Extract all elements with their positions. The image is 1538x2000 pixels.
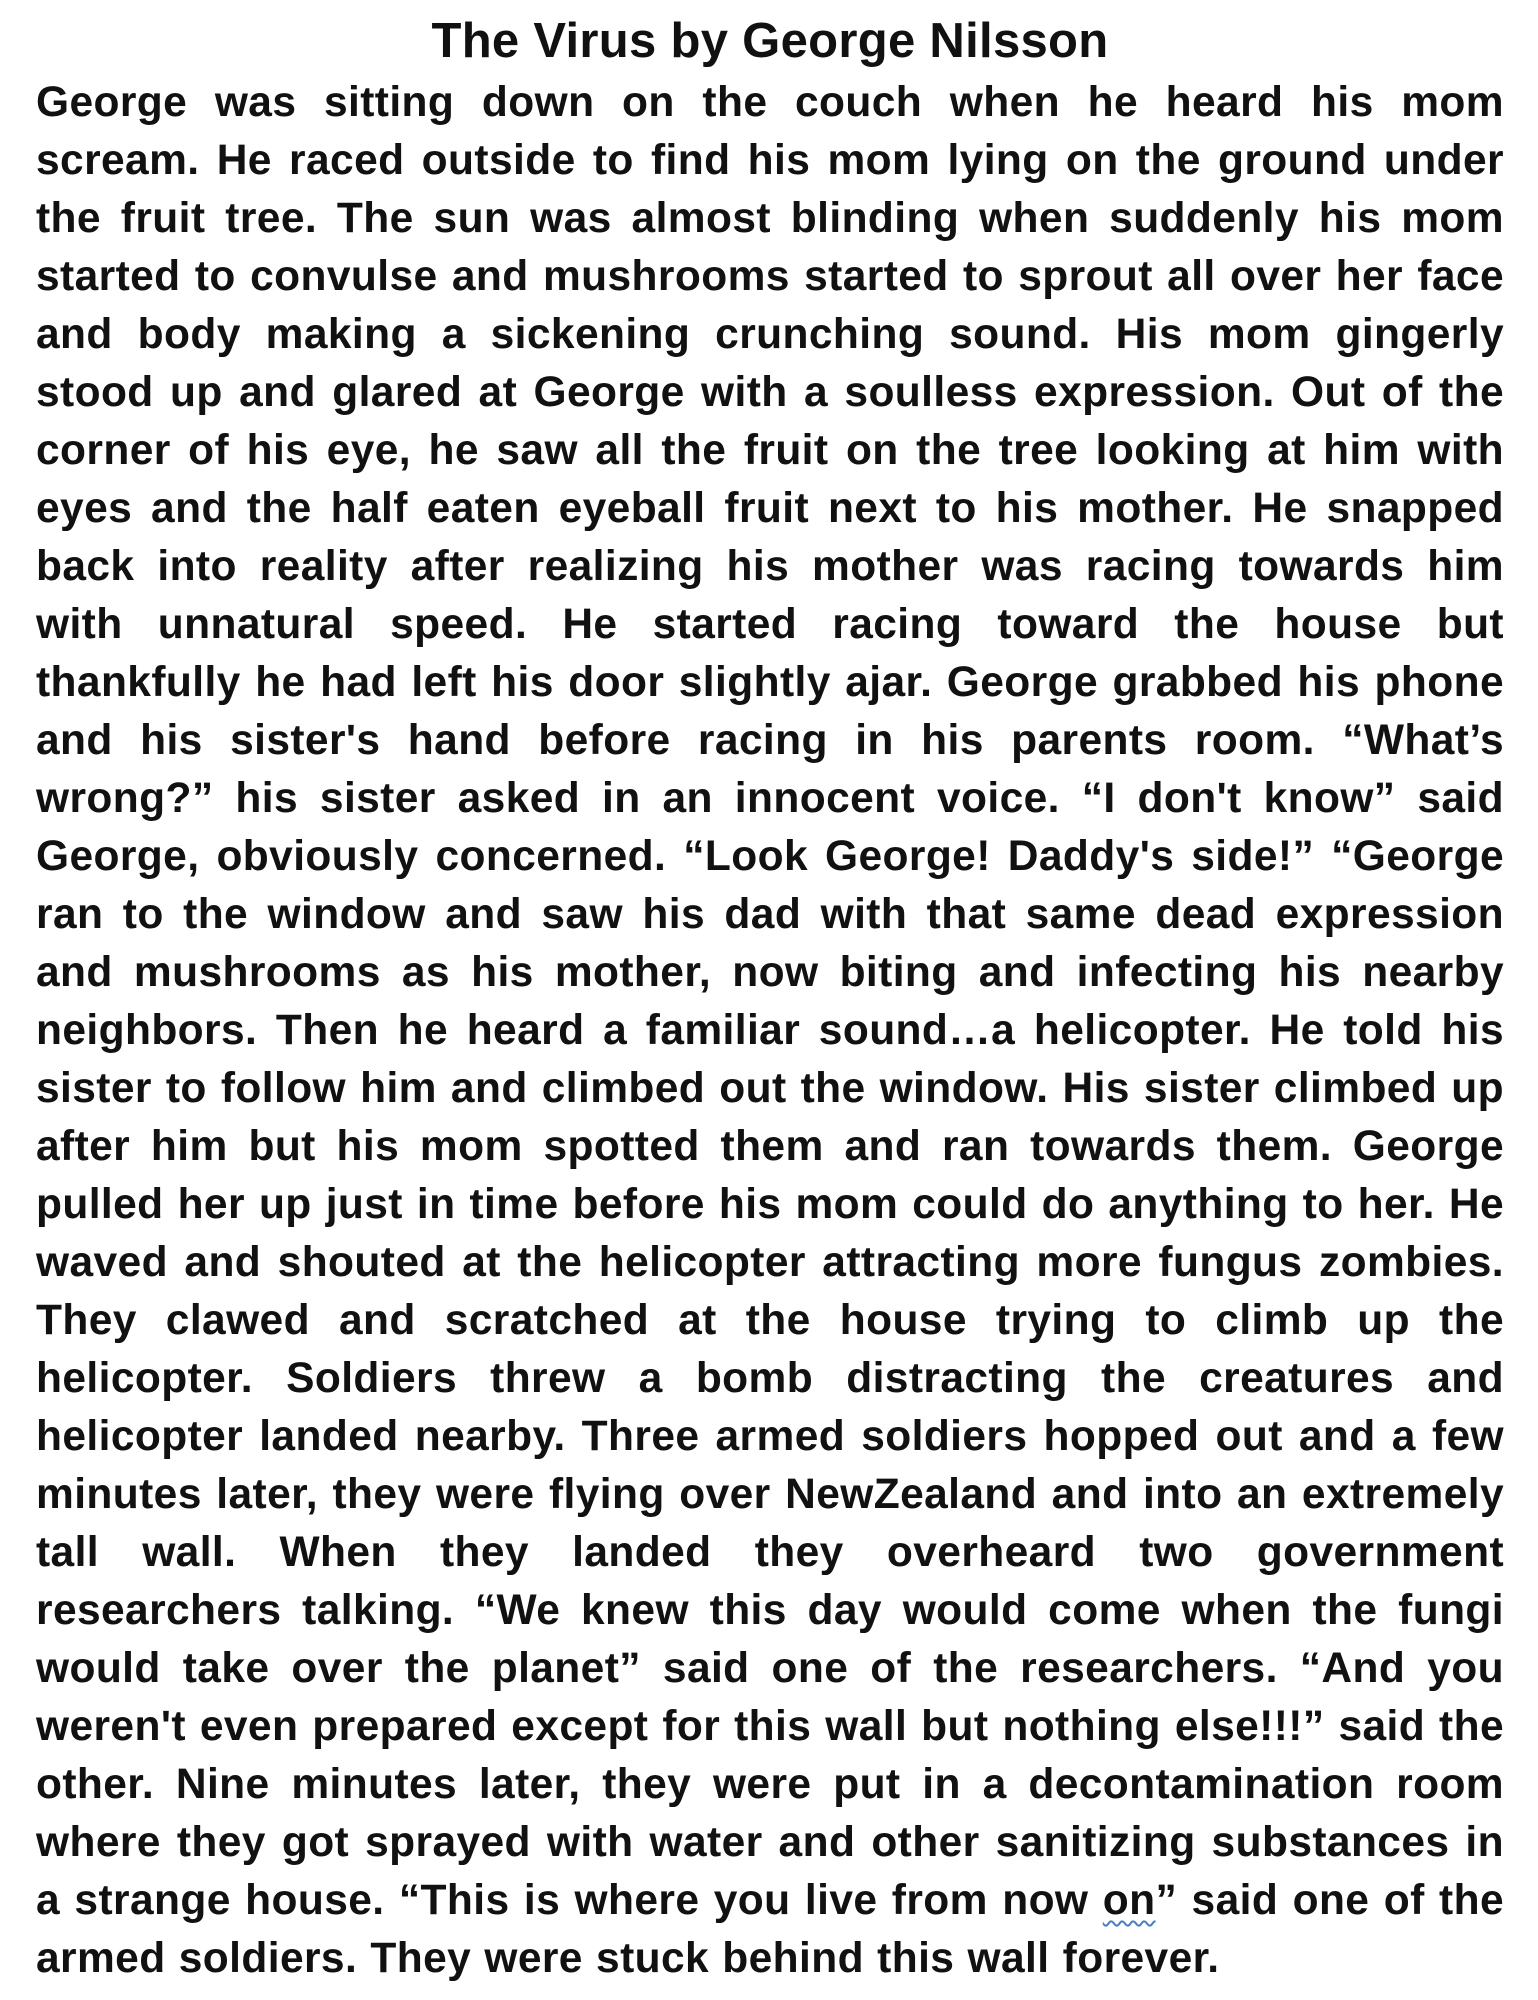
story-text-main: George was sitting down on the couch when he heard his mom scream. He raced outside to find his mom lying on the ground under the fruit tree. The sun was almost blinding when suddenly his mom started to convulse and mushrooms started to sprout all over her face and body making a sickening crunching sound. His mom gingerly stood up and glared at George with a soulless expression. Out of the corner of his eye, he saw all the fruit on the tree looking at him with eyes and the half eaten eyeball fruit next to his mother. He snapped back into reality after realizing his mother was racing towards him with unnatural speed. He started racing toward the house but thankfully he had left his door slightly ajar. George grabbed his phone and his sister's hand before racing in his parents room. “What’s wrong?” his sister asked in an innocent voice. “I don't know” said George, obviously concerned. “Look George! Daddy's side!” “George ran to the window and saw his dad with that same dead expression and mushrooms as his mother, now biting and infecting his nearby neighbors. Then he heard a familiar sound…a helicopter. He told his sister to follow him and climbed out the window. His sister climbed up after him but his mom spotted them and ran towards them. George pulled her up just in time before his mom could do anything to her. He waved and shouted at the helicopter attracting more fungus zombies. They clawed and scratched at the house trying to climb up the helicopter. Soldiers threw a bomb distracting the creatures and helicopter landed nearby. Three armed soldiers hopped out and a few minutes later, they were flying over NewZealand and into an extremely tall wall. When they landed they overheard two government researchers talking. “We knew this day would come when the fungi would take over the planet” said one of the researchers. “And you weren't even prepared except for this wall but nothing else!!!” said the other. Nine minutes later, they were put in a decontamination room where they got sprayed with water and other sanitizing substances in a strange house. “This is where you live from now	[36, 79, 1504, 1924]
document-title: The Virus by George Nilsson	[431, 14, 1109, 68]
story-text-end: ” said one of the armed soldiers. They were stuck behind this wall forever.	[36, 1877, 1504, 1982]
story-body	[36, 74, 1504, 1988]
spellcheck-flagged-word[interactable]: on	[1102, 1877, 1156, 1924]
